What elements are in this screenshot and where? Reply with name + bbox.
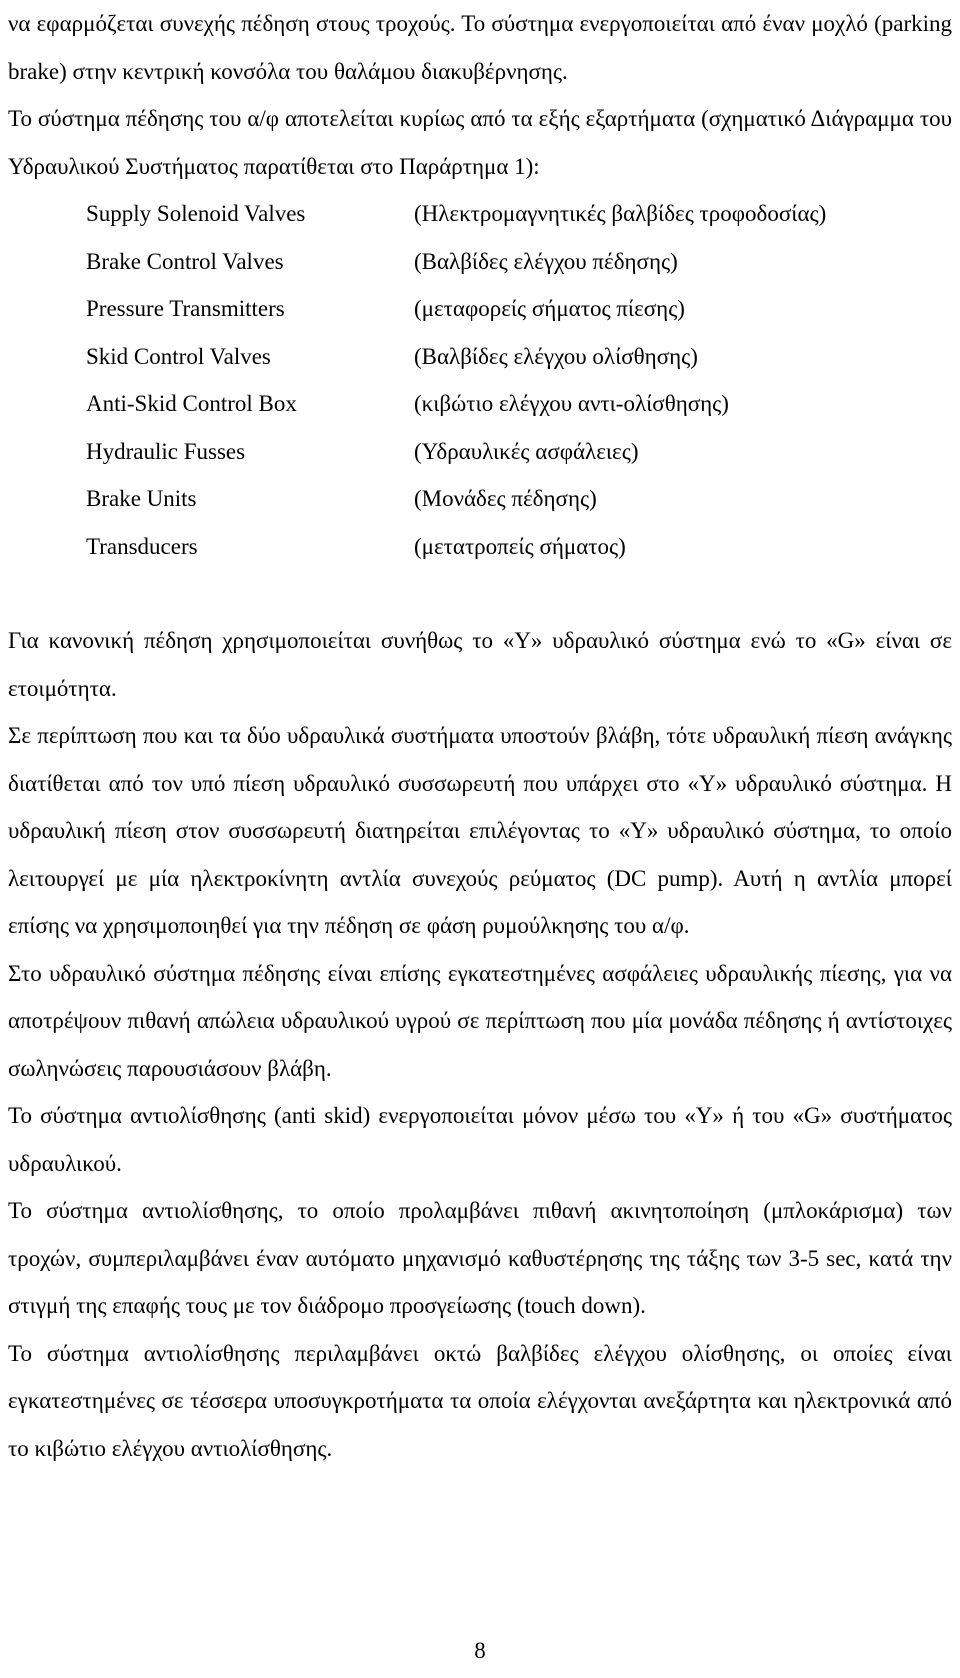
paragraph-antiskid-delay: Το σύστημα αντιολίσθησης, το οποίο προλαμβάνει πιθανή ακινητοποίηση (μπλοκάρισμα) των τροχών, συμπεριλαμβάνει έναν αυτόματο μηχανισμό καθυστέρησης της τάξης των 3-5 sec, κατά την στιγμή της επαφής τους με τον διάδρομο προσγείωσης (touch down). bbox=[8, 1198, 952, 1318]
component-term: Pressure Transmitters bbox=[86, 296, 285, 321]
component-translation: (Βαλβίδες ελέγχου πέδησης) bbox=[414, 248, 678, 274]
component-term: Anti-Skid Control Box bbox=[86, 391, 297, 416]
paragraph-antiskid-activation: Το σύστημα αντιολίσθησης (anti skid) ενεργοποιείται μόνον μέσω του «Y» ή του «G» συστήματος υδραυλικού. bbox=[8, 1103, 952, 1176]
list-item bbox=[8, 428, 952, 476]
paragraph-antiskid-valves: Το σύστημα αντιολίσθησης περιλαμβάνει οκτώ βαλβίδες ελέγχου ολίσθησης, οι οποίες είναι εγκατεστημένες σε τέσσερα υποσυγκροτήματα τα οποία ελέγχονται ανεξάρτητα και ηλεκτρονικά από το κιβώτιο ελέγχου αντιολίσθησης. bbox=[8, 1340, 952, 1461]
paragraph-normal-braking: Για κανονική πέδηση χρησιμοποιείται συνήθως το «Y» υδραυλικό σύστημα ενώ το «G» είναι σε ετοιμότητα. bbox=[8, 628, 952, 701]
component-term: Transducers bbox=[86, 533, 198, 559]
component-term: Hydraulic Fusses bbox=[86, 438, 246, 464]
paragraph-brake-system-intro: Το σύστημα πέδησης του α/φ αποτελείται κυρίως από τα εξής εξαρτήματα (σχηματικό Διάγραμμα του Υδραυλικού Συστήματος παρατίθεται στο Παράρτημα 1): bbox=[8, 106, 952, 179]
list-item bbox=[8, 238, 952, 286]
list-item bbox=[8, 285, 952, 333]
component-translation: (κιβώτιο ελέγχου αντι-ολίσθησης) bbox=[414, 391, 729, 416]
component-term: Brake Control Valves bbox=[86, 248, 284, 274]
paragraph-parking-brake: να εφαρμόζεται συνεχής πέδηση στους τροχούς. Το σύστημα ενεργοποιείται από έναν μοχλό (parking brake) στην κεντρική κονσόλα του θαλάμου διακυβέρνησης. bbox=[8, 11, 952, 84]
components-list bbox=[8, 190, 952, 570]
page-number: 8 bbox=[474, 1638, 486, 1663]
component-translation: (μετατροπείς σήματος) bbox=[414, 533, 626, 559]
paragraph-hydraulic-fuses: Στο υδραυλικό σύστημα πέδησης είναι επίσης εγκατεστημένες ασφάλειες υδραυλικής πίεσης, για να αποτρέψουν πιθανή απώλεια υδραυλικού υγρού σε περίπτωση που μία μονάδα πέδησης ή αντίστοιχες σωληνώσεις παρουσιάσουν βλάβη. bbox=[8, 960, 952, 1081]
component-translation: (Ηλεκτρομαγνητικές βαλβίδες τροφοδοσίας) bbox=[414, 201, 827, 226]
list-item bbox=[8, 333, 952, 381]
list-item bbox=[8, 475, 952, 523]
component-term: Supply Solenoid Valves bbox=[86, 201, 306, 226]
component-term: Brake Units bbox=[86, 486, 197, 511]
component-translation: (Μονάδες πέδησης) bbox=[414, 486, 597, 511]
list-item bbox=[8, 523, 952, 571]
page-body bbox=[8, 0, 952, 1472]
component-translation: (μεταφορείς σήματος πίεσης) bbox=[414, 296, 685, 321]
list-item bbox=[8, 190, 952, 238]
paragraph-emergency-pressure: Σε περίπτωση που και τα δύο υδραυλικά συστήματα υποστούν βλάβη, τότε υδραυλική πίεση ανάγκης διατίθεται από τον υπό πίεση υδραυλικό συσσωρευτή που υπάρχει στο «Y» υδραυλικό σύστημα. Η υδραυλική πίεση στον συσσωρευτή διατηρείται επιλέγοντας το «Y» υδραυλικό σύστημα, το οποίο λειτουργεί με μία ηλεκτροκίνητη αντλία συνεχούς ρεύματος (DC pump). Αυτή η αντλία μπορεί επίσης να χρησιμοποιηθεί για την πέδηση σε φάση ρυμούλκησης του α/φ. bbox=[8, 723, 952, 938]
component-translation: (Βαλβίδες ελέγχου ολίσθησης) bbox=[414, 343, 698, 369]
component-translation: (Υδραυλικές ασφάλειες) bbox=[414, 438, 639, 464]
list-item bbox=[8, 380, 952, 428]
component-term: Skid Control Valves bbox=[86, 343, 271, 369]
